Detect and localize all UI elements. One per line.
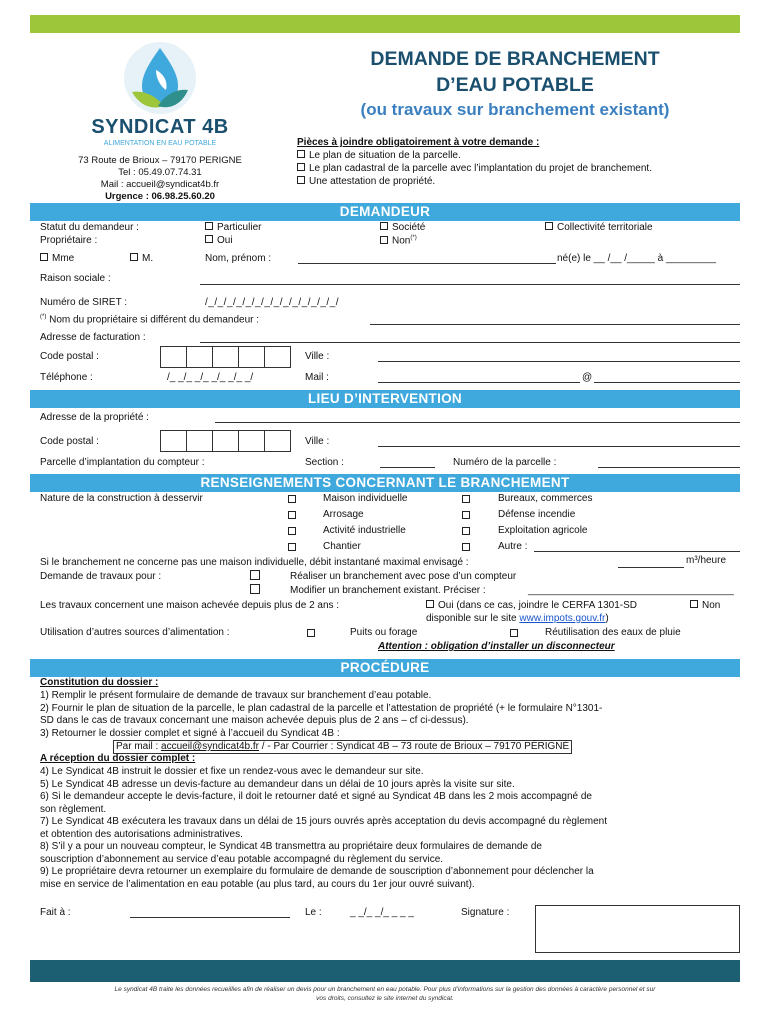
steps-a [40,690,740,740]
signature-label: Signature : [461,907,510,918]
band-lieu: LIEU D’INTERVENTION [30,390,740,408]
option-label: Société [392,222,426,233]
par-mail-label: Par mail : [116,741,159,752]
disponible-label: disponible sur le site [426,613,517,624]
impots-link[interactable]: www.impots.gouv.fr [519,613,606,624]
option-incendie: Défense incendie [498,509,576,520]
telephone-field[interactable]: /_ _/_ _/_ _/_ _/_ _/ [167,372,254,383]
step-6: 6) Si le demandeur accepte le devis-facture, il doit le retourner daté et signé au Syndicat 4B dans les 2 mois accompagné de [40,791,592,802]
fait-a-label: Fait à : [40,907,71,918]
step-4: 4) Le Syndicat 4B instruit le dossier et fixe un rendez-vous avec le demandeur sur site. [40,766,424,777]
ville-field[interactable] [378,361,740,362]
code-postal-boxes[interactable] [160,346,290,368]
constitution-title: Constitution du dossier : [40,677,159,688]
checkbox-puits[interactable] [307,629,315,637]
maison-2ans-label: Les travaux concernent une maison achevée depuis plus de 2 ans : [40,600,340,611]
par-courrier-text: / - Par Courrier : Syndicat 4B – 73 route de Brioux – 79170 PÉRIGNÉ [261,741,570,752]
title-line-3: (ou travaux sur branchement existant) [360,100,670,119]
numero-parcelle-field[interactable] [598,467,740,468]
pieces-title: Pièces à joindre obligatoirement à votre demande : [297,137,540,148]
mail-field-domain[interactable] [594,382,740,383]
footer-line-2: vos droits, consultez le site internet du syndicat. [316,995,454,1002]
title-line-2: D’EAU POTABLE [436,74,594,96]
mme-option[interactable] [40,253,74,264]
top-green-bar [30,15,740,33]
checkbox[interactable] [297,163,305,171]
lieu-ville-field[interactable] [378,446,740,447]
non-option[interactable] [380,235,417,246]
checkbox-incendie[interactable] [462,511,470,519]
checkbox-chantier[interactable] [288,543,296,551]
option-maison: Maison individuelle [323,493,408,504]
checkbox-bureaux[interactable] [462,495,470,503]
step-8: 8) S’il y a pour un nouveau compteur, le Syndicat 4B transmettra au propriétaire deux formulaires de demande de [40,841,542,852]
reception-title: A réception du dossier complet : [40,753,196,764]
fait-a-field[interactable] [130,917,290,918]
option-puits: Puits ou forage [350,627,418,638]
step-8-cont: souscription d’abonnement au service d’eau potable accompagné du règlement du service. [40,853,444,865]
tel: Tel : 05.49.07.74.31 [118,167,202,178]
checkbox[interactable] [40,253,48,261]
step-3: 3) Retourner le dossier complet et signé à l’accueil du Syndicat 4B : [40,727,340,739]
envoi-box [113,740,572,754]
demande-travaux-label: Demande de travaux pour : [40,571,162,582]
footnote-marker: (*) [40,314,47,320]
at-sign: @ [582,372,593,383]
m-option[interactable] [130,253,153,264]
lieu-ville-label: Ville : [305,436,330,447]
proprietaire-label: Propriétaire : [40,235,98,246]
checkbox[interactable] [690,600,698,608]
checkbox[interactable] [426,600,434,608]
adresse-propriete-field[interactable] [215,422,740,423]
option-pluie: Réutilisation des eaux de pluie [545,627,681,638]
checkbox[interactable] [380,236,388,244]
ville-label: Ville : [305,351,330,362]
collectivite-option[interactable] [545,222,653,233]
checkbox-industrielle[interactable] [288,527,296,535]
option-realiser: Réaliser un branchement avec pose d’un compteur [250,571,516,582]
step-7: 7) Le Syndicat 4B exécutera les travaux dans un délai de 15 jours ouvrés après acceptation du devis accompagné du règlement [40,816,608,827]
statut-label: Statut du demandeur : [40,222,139,233]
logo-graphic [60,40,260,120]
siret-label: Numéro de SIRET : [40,297,128,308]
autres-sources-label: Utilisation d’autres sources d’alimentation : [40,627,230,638]
date-field[interactable]: _ _/_ _/_ _ _ _ [350,907,414,918]
urgence: Urgence : 06.98.25.60.20 [105,191,215,202]
band-demandeur: DEMANDEUR [30,203,740,221]
mail-field-user[interactable] [378,382,580,383]
steps-b [40,766,740,891]
checkbox[interactable] [380,222,388,230]
checkbox[interactable] [545,222,553,230]
siret-field[interactable]: /_/_/_/_/_/_/_/_/_/_/_/_/_/_/ [205,297,340,308]
nom-proprietaire-text: Nom du propriétaire si différent du demandeur : [49,314,260,326]
option-industrielle: Activité industrielle [323,525,406,536]
option-label: Non [702,600,721,611]
particulier-option[interactable] [205,222,261,233]
piece-3 [297,176,435,187]
nature-label: Nature de la construction à desservir [40,493,203,504]
step-5: 5) Le Syndicat 4B adresse un devis-facture au demandeur dans un délai de 10 jours après la visite sur site. [40,778,515,790]
option-label: Collectivité territoriale [557,222,653,233]
piece-label: Le plan cadastral de la parcelle avec l’implantation du projet de branchement. [309,163,652,174]
piece-1 [297,150,461,161]
signature-box[interactable] [535,905,740,953]
piece-label: Le plan de situation de la parcelle. [309,150,461,161]
option-label: Oui [217,235,233,246]
lieu-code-postal-boxes[interactable] [160,430,290,452]
step-2-cont: SD dans le cas de travaux concernant une maison achevée depuis plus de 2 ans – cf ci-dessus). [40,715,469,726]
option-label: Particulier [217,222,262,233]
oui-cerfa-option[interactable] [426,600,637,611]
parcelle-label: Parcelle d’implantation du compteur : [40,457,205,468]
address: 73 Route de Brioux – 79170 PERIGNE [78,155,242,166]
section-field[interactable] [380,467,435,468]
step-2: 2) Fournir le plan de situation de la parcelle, le plan cadastral de la parcelle et l’attestation de propriété (+ le formulaire N°1301- [40,702,603,714]
option-label: Mme [52,253,75,264]
lieu-code-postal-label: Code postal : [40,436,99,447]
adresse-fact-field[interactable] [200,342,740,343]
option-arrosage: Arrosage [323,509,364,520]
checkbox-agricole[interactable] [462,527,470,535]
checkbox-maison[interactable] [288,495,296,503]
email-link[interactable]: accueil@syndicat4b.fr [161,741,259,752]
logo-name: SYNDICAT 4B [91,116,229,138]
title-line-1: DEMANDE DE BRANCHEMENT [370,48,660,70]
band-procedure: PROCÉDURE [30,659,740,677]
raison-label: Raison sociale : [40,273,111,284]
option-label: M. [142,253,154,264]
mail-label: Mail : [305,372,329,383]
option-agricole: Exploitation agricole [498,525,588,536]
option-autre: Autre : [498,541,528,552]
checkbox[interactable] [297,176,305,184]
attention-note: Attention : obligation d’installer un disconnecteur [378,641,615,652]
section-label: Section : [305,457,344,468]
numero-parcelle-label: Numéro de la parcelle : [453,457,557,468]
logo-tagline: ALIMENTATION EN EAU POTABLE [103,140,217,147]
footer-line-1: Le syndicat 4B traite les données recueillies afin de réaliser un devis pour un branchement en eau potable. Pour plus d’informations sur la gestion des données à caractère personnel et sur [114,986,656,993]
piece-label: Une attestation de propriété. [309,176,436,187]
nom-prenom-field[interactable] [298,263,556,264]
disponible-text [426,613,609,624]
debit-label: Si le branchement ne concerne pas une maison individuelle, débit instantané maximal envisagé : [40,557,469,568]
oui-option[interactable] [205,235,233,246]
step-6-cont: son règlement. [40,803,107,815]
code-postal-label: Code postal : [40,351,99,362]
option-label: Non [392,235,411,247]
option-chantier: Chantier [323,541,361,552]
checkbox-pluie[interactable] [510,629,518,637]
bottom-blue-bar [30,960,740,982]
close-paren: ) [605,613,609,624]
step-9-cont: mise en service de l’alimentation en eau potable (au plus tard, au cours du 1er jour ouvré suivant). [40,878,475,890]
footnote-marker: (*) [410,235,417,241]
step-9: 9) Le propriétaire devra retourner un exemplaire du formulaire de demande de souscription d’abonnement pour déclencher la [40,866,594,877]
non-2ans-option[interactable] [690,600,720,611]
step-7-cont: et obtention des autorisations administratives. [40,828,243,840]
option-bureaux: Bureaux, commerces [498,493,593,504]
band-renseignements: RENSEIGNEMENTS CONCERNANT LE BRANCHEMENT [30,474,740,492]
checkbox-autre[interactable] [462,543,470,551]
le-label: Le : [305,907,322,918]
piece-2 [297,163,652,174]
adresse-fact-label: Adresse de facturation : [40,332,146,343]
option-label: Oui (dans ce cas, joindre le CERFA 1301-SD [438,600,637,611]
footer-note [40,985,730,1003]
nom-prenom-label: Nom, prénom : [205,253,272,264]
modifier-field[interactable]: _____________________________________ [528,585,734,596]
syndicat-logo [60,40,260,150]
ne-le-label: né(e) le __ /__ /_____ à _________ [557,253,717,264]
checkbox[interactable] [205,235,213,243]
nom-proprietaire-label [40,314,259,325]
raison-field[interactable] [200,284,740,285]
checkbox[interactable] [130,253,138,261]
option-modifier: Modifier un branchement existant. Préciser : [250,585,486,596]
debit-field[interactable] [618,567,684,568]
debit-unit: m³/heure [686,555,727,566]
checkbox[interactable] [297,150,305,158]
telephone-label: Téléphone : [40,372,93,383]
adresse-propriete-label: Adresse de la propriété : [40,412,149,423]
nom-proprietaire-field[interactable] [370,324,740,325]
societe-option[interactable] [380,222,425,233]
checkbox[interactable] [205,222,213,230]
step-1: 1) Remplir le présent formulaire de demande de travaux sur branchement d’eau potable. [40,690,432,701]
mail: Mail : accueil@syndicat4b.fr [100,179,220,190]
autre-field[interactable] [534,551,740,552]
checkbox-arrosage[interactable] [288,511,296,519]
